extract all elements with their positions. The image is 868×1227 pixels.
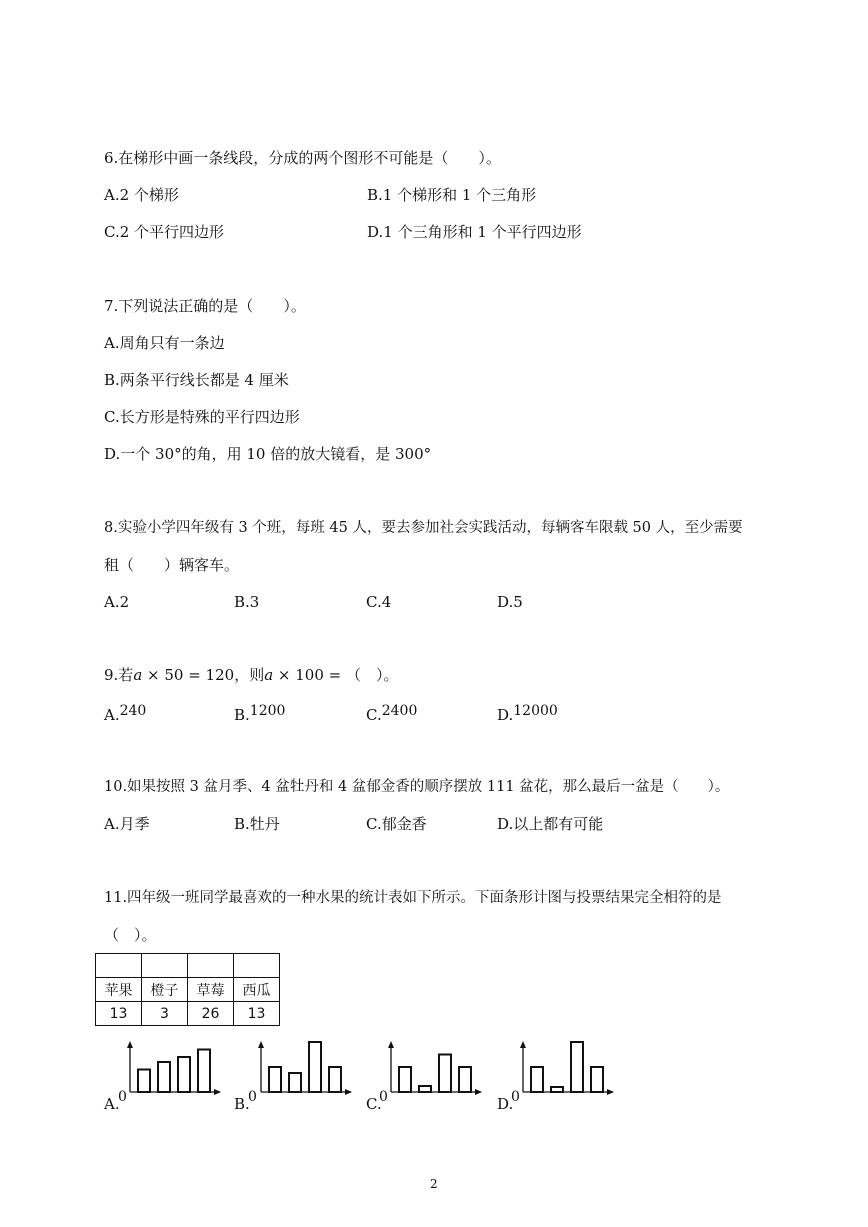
table-header-apple: 苹果: [96, 978, 142, 1002]
q9-option-d: [497, 703, 558, 724]
q6-option-a: A.2 个梯形: [104, 186, 179, 204]
chart-c-bar-1: [399, 1067, 411, 1092]
y-axis-arrow: [388, 1041, 394, 1048]
q8-stem-line1: 8.实验小学四年级有 3 个班，每班 45 人，要去参加社会实践活动，每辆客车限载 50 人，至少需要: [104, 520, 743, 536]
q9-prefix: 9.若: [104, 666, 134, 684]
q9-option-a-letter: A.: [104, 706, 120, 724]
q7-option-d: D.一个 30°的角，用 10 倍的放大镜看，是 300°: [104, 445, 432, 463]
chart-a: [124, 1038, 224, 1100]
chart-d: [517, 1038, 617, 1100]
table-row-headers: [96, 978, 280, 1002]
x-axis-arrow: [607, 1089, 614, 1095]
q9-option-c: [366, 703, 418, 724]
x-axis-arrow: [475, 1089, 482, 1095]
q9-option-d-letter: D.: [497, 706, 514, 724]
q11-stem-line1: 11.四年级一班同学最喜欢的一种水果的统计表如下所示。下面条形计图与投票结果完全相符的是: [104, 890, 722, 906]
q6-stem: 6.在梯形中画一条线段，分成的两个图形不可能是（ ）。: [104, 149, 501, 167]
chart-d-bar-1: [531, 1067, 543, 1092]
q8-option-b: B.3: [234, 593, 260, 611]
chart-c-label: C.: [366, 1095, 382, 1113]
table-header-orange: 橙子: [142, 978, 188, 1002]
chart-c-bar-2: [419, 1086, 431, 1092]
chart-d-bar-4: [591, 1067, 603, 1092]
q9-stem: [104, 668, 399, 683]
table-value-strawberry: 26: [188, 1002, 234, 1026]
q10-option-b: B.牡丹: [234, 815, 280, 833]
q10-stem: 10.如果按照 3 盆月季、4 盆牡丹和 4 盆郁金香的顺序摆放 111 盆花，那么最后一盆是（ ）。: [104, 779, 730, 795]
q9-option-b: [234, 703, 286, 724]
chart-d-bar-3: [571, 1042, 583, 1092]
chart-d-bar-2: [551, 1087, 563, 1092]
chart-b-bar-3: [309, 1042, 321, 1092]
q9-option-b-letter: B.: [234, 706, 250, 724]
q8-option-c: C.4: [366, 593, 392, 611]
chart-a-bar-3: [178, 1057, 190, 1092]
q8-option-a: A.2: [104, 593, 130, 611]
chart-a-bar-1: [138, 1070, 150, 1093]
chart-b-bar-2: [289, 1073, 301, 1092]
q6-option-d: D.1 个三角形和 1 个平行四边形: [367, 223, 582, 241]
chart-a-bar-4: [198, 1050, 210, 1093]
chart-d-label: D.: [497, 1095, 514, 1113]
q7-option-a: A.周角只有一条边: [104, 334, 225, 352]
chart-b-bar-1: [269, 1067, 281, 1092]
table-value-orange: 3: [142, 1002, 188, 1026]
chart-c: [385, 1038, 485, 1100]
chart-c-bar-3: [439, 1055, 451, 1093]
q10-option-c: C.郁金香: [366, 815, 427, 833]
table-header-watermelon: 西瓜: [234, 978, 280, 1002]
table-cell: [96, 954, 142, 978]
page-number: 2: [430, 1177, 438, 1191]
chart-b-label: B.: [234, 1095, 250, 1113]
table-row-values: [96, 1002, 280, 1026]
table-cell: [142, 954, 188, 978]
q9-option-c-letter: C.: [366, 706, 382, 724]
q8-option-d: D.5: [497, 593, 523, 611]
x-axis-arrow: [214, 1089, 221, 1095]
table-cell: [188, 954, 234, 978]
table-header-strawberry: 草莓: [188, 978, 234, 1002]
table-cell: [234, 954, 280, 978]
q7-option-c: C.长方形是特殊的平行四边形: [104, 408, 300, 426]
q6-option-c: C.2 个平行四边形: [104, 223, 225, 241]
x-axis-arrow: [345, 1089, 352, 1095]
q9-option-d-value: 12000: [513, 703, 558, 719]
q7-option-b: B.两条平行线长都是 4 厘米: [104, 371, 289, 389]
chart-a-origin: 0: [118, 1089, 127, 1105]
q9-option-b-value: 1200: [249, 703, 286, 719]
q7-stem: 7.下列说法正确的是（ ）。: [104, 297, 306, 315]
y-axis-arrow: [127, 1041, 133, 1048]
q9-option-a: [104, 703, 147, 724]
q9-equation-2: × 100 = （ ）。: [273, 666, 399, 684]
q10-option-d: D.以上都有可能: [497, 815, 604, 833]
table-row-empty: [96, 954, 280, 978]
chart-c-bar-4: [459, 1067, 471, 1092]
fruit-stats-table: [95, 953, 280, 1026]
q9-option-c-value: 2400: [381, 703, 418, 719]
y-axis-arrow: [258, 1041, 264, 1048]
q11-stem-line2: （ ）。: [104, 926, 157, 944]
chart-a-label: A.: [104, 1095, 120, 1113]
chart-b-bar-4: [329, 1067, 341, 1092]
q6-option-b: B.1 个梯形和 1 个三角形: [367, 186, 537, 204]
y-axis-arrow: [520, 1041, 526, 1048]
q8-stem-line2: 租（ ）辆客车。: [104, 556, 240, 574]
q9-var-a: a: [133, 666, 143, 684]
chart-c-origin: 0: [379, 1089, 388, 1105]
chart-d-origin: 0: [511, 1089, 520, 1105]
q9-equation-1: × 50 = 120，则: [142, 666, 265, 684]
table-value-watermelon: 13: [234, 1002, 280, 1026]
chart-b-origin: 0: [248, 1089, 257, 1105]
chart-a-bar-2: [158, 1062, 170, 1092]
q10-option-a: A.月季: [104, 815, 150, 833]
q9-option-a-value: 240: [119, 703, 147, 719]
table-value-apple: 13: [96, 1002, 142, 1026]
chart-b: [255, 1038, 355, 1100]
q9-var-a-2: a: [264, 666, 274, 684]
